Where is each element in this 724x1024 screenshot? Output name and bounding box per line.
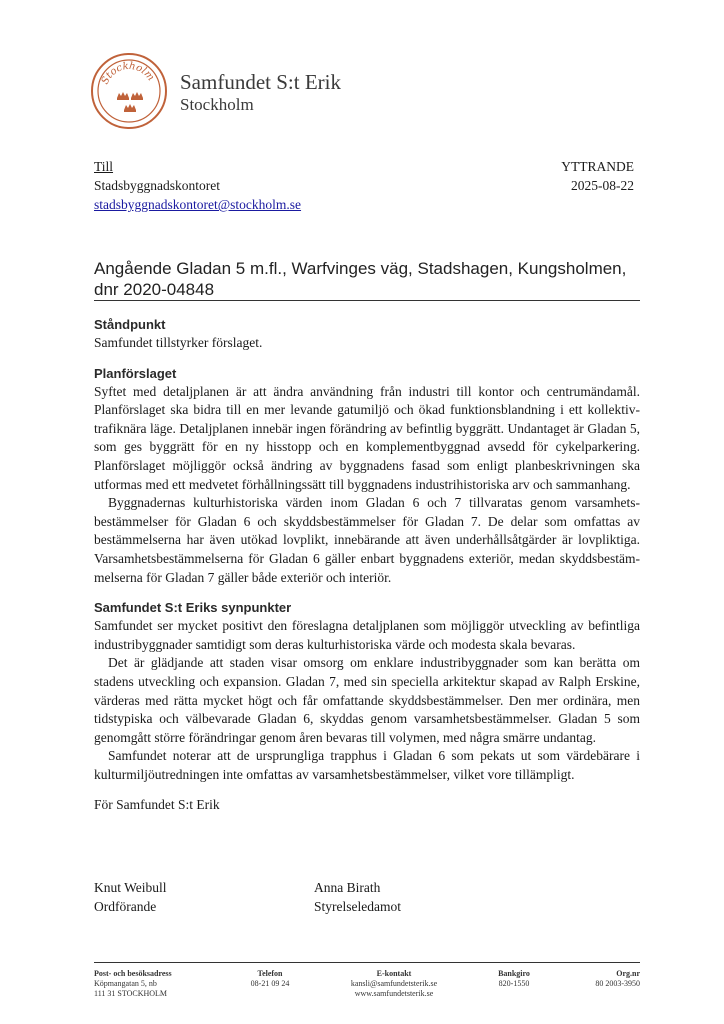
document-meta <box>561 157 634 195</box>
document-type: YTTRANDE <box>561 159 634 174</box>
signatory-1 <box>94 878 167 916</box>
footer-contact-email[interactable]: kansli@samfundetsterik.se <box>350 979 438 988</box>
footer-bankgiro-number: 820-1550 <box>498 979 530 988</box>
organization-name: Samfundet S:t Erik <box>180 70 341 94</box>
recipient-office: Stadsbyggnadskontoret <box>94 178 220 193</box>
stockholm-crown-seal-logo <box>90 52 168 130</box>
signatory-2 <box>314 878 401 916</box>
recipient-email-link[interactable]: stadsbyggnadskontoret@stockholm.se <box>94 197 302 212</box>
footer-contact <box>334 969 454 999</box>
svg-text:Stockholm <box>100 61 156 86</box>
footer-address-line1: Köpmangatan 5, nb <box>94 979 157 988</box>
planforslag-paragraph-2: Byggnadernas kulturhistoriska värden inom Gladan 6 och 7 tillvaratas genom varsamhetsbestämmelser för Gladan 6 och skyddsbestämmelser för Gladan 7. De delar som omfattas av bestämmelserna har även utökad lovplikt, innebärande att även underhållsåtgärder är lovpliktiga. Varsamhetsbestämmelserna för Gladan 6 gäller enbart byggnadens exteriör, medan skyddsbestämmelserna för Gladan 7 gäller både exteriör och interiör. <box>94 495 640 585</box>
synpunkter-paragraph-3: Samfundet noterar att de ursprungliga trapphus i Gladan 6 som pekats ut som värdebärare i kulturmiljöutredningen inte omfattas av varsamhetsbestämmelser, vilket vore tillämpligt. <box>94 748 640 782</box>
document-date: 2025-08-22 <box>571 178 634 193</box>
footer-orgnr-number: 80 2003-3950 <box>595 979 640 988</box>
footer-orgnr <box>595 969 640 989</box>
section-heading-synpunkter: Samfundet S:t Eriks synpunkter <box>94 600 292 616</box>
organization-header <box>180 70 341 116</box>
signatory-role: Ordförande <box>94 899 157 914</box>
synpunkter-paragraph-2: Det är glädjande att staden visar omsorg om enklare industribyggnader som kan berätta om stadens utveckling och expansion. Gladan 7, med sin speciella arkitektur skapad av Ralph Erskine, värderas med rätta mycket högt och får omfattande skyddsbestämmelser. Den mer ordinära, men tidstypiska och välbevarade Gladan 6, skyddas genom varsamhetsbestämmelser. Gladan 5 som genomgått större förändringar genom åren bevaras till volymen, med några smärre undantag. <box>94 655 640 745</box>
footer-contact-web[interactable]: www.samfundetsterik.se <box>354 989 434 998</box>
title-divider <box>94 300 640 301</box>
signatory-name: Anna Birath <box>314 880 381 895</box>
footer-bankgiro-heading: Bankgiro <box>498 969 530 978</box>
signatory-role: Styrelseledamot <box>314 899 401 914</box>
footer-contact-heading: E-kontakt <box>376 969 412 978</box>
footer-address-heading: Post- och besöksadress <box>94 969 172 978</box>
footer-phone-number: 08-21 09 24 <box>250 979 290 988</box>
footer-address <box>94 969 172 999</box>
document-body <box>94 316 640 815</box>
organization-city: Stockholm <box>180 95 254 114</box>
section-heading-standpunkt: Ståndpunkt <box>94 317 166 332</box>
footer-phone-heading: Telefon <box>257 969 283 978</box>
footer-bankgiro <box>486 969 542 989</box>
recipient-label: Till <box>94 159 114 174</box>
logo-text: Stockholm <box>99 60 157 87</box>
footer-address-line2: 111 31 STOCKHOLM <box>94 989 168 998</box>
standpunkt-text: Samfundet tillstyrker förslaget. <box>94 335 263 350</box>
footer-phone <box>238 969 302 989</box>
closing-line: För Samfundet S:t Erik <box>94 797 220 813</box>
title-line-2: dnr 2020-04848 <box>94 280 215 299</box>
title-line-1: Angående Gladan 5 m.fl., Warfvinges väg, Stadshagen, Kungsholmen, <box>94 259 627 278</box>
document-title <box>94 258 640 300</box>
footer-orgnr-heading: Org.nr <box>616 969 640 978</box>
section-heading-planforslag: Planförslaget <box>94 365 177 381</box>
signatory-name: Knut Weibull <box>94 880 167 895</box>
footer-divider <box>94 962 640 963</box>
recipient-block <box>94 157 301 214</box>
synpunkter-paragraph-1: Samfundet ser mycket positivt den föreslagna detaljplanen som möjliggör utveckling av befintliga industribyggnader samtidigt som deras kulturhistoriska värde och modesta skala bevaras. <box>94 618 640 652</box>
planforslag-paragraph-1: Syftet med detaljplanen är att ändra användning från industri till kontor och centrumändamål. Planförslaget ska bidra till en mer levande gatumiljö och ökad funktionsblandning i ett kollektivtrafiknära läge. Detaljplanen innebär ingen förändring av befintlig byggrätt. Undantaget är Gladan 5, som ges byggrätt för en ny hisstopp och en komplementbyggnad avsedd för cykelparkering. Planförslaget möjliggör också ändring av byggnadens fasad som enligt planbeskrivningen ska utformas med ett medvetet förhållningssätt till byggnadens industrihistoriska arv och sammanhang. <box>94 383 640 492</box>
